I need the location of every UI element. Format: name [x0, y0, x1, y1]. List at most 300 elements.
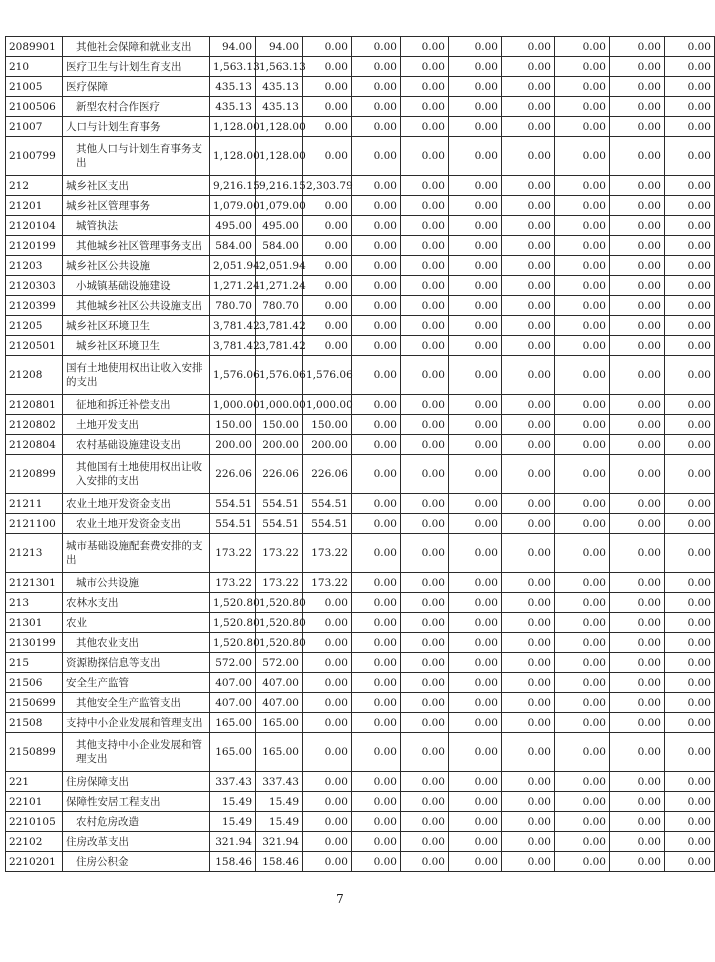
amount-cell: 0.00 [502, 137, 555, 176]
amount-cell: 0.00 [610, 455, 665, 494]
amount-cell: 0.00 [352, 514, 401, 534]
amount-cell: 0.00 [502, 633, 555, 653]
amount-cell: 407.00 [256, 673, 303, 693]
amount-cell: 0.00 [401, 415, 449, 435]
amount-cell: 584.00 [256, 236, 303, 256]
subject-name-cell: 小城镇基础设施建设 [63, 276, 210, 296]
amount-cell: 0.00 [502, 693, 555, 713]
amount-cell: 0.00 [502, 296, 555, 316]
amount-cell: 15.49 [256, 812, 303, 832]
amount-cell: 0.00 [401, 236, 449, 256]
amount-cell: 0.00 [665, 713, 715, 733]
table-row [6, 216, 715, 236]
amount-cell: 0.00 [352, 713, 401, 733]
amount-cell: 0.00 [401, 176, 449, 196]
table-row [6, 117, 715, 137]
amount-cell: 1,520.80 [210, 593, 256, 613]
amount-cell: 0.00 [303, 852, 352, 872]
subject-name-cell: 其他安全生产监管支出 [63, 693, 210, 713]
amount-cell: 0.00 [502, 593, 555, 613]
table-row [6, 673, 715, 693]
amount-cell: 0.00 [555, 693, 610, 713]
amount-cell: 0.00 [610, 336, 665, 356]
subject-name-cell: 农业土地开发资金支出 [63, 514, 210, 534]
amount-cell: 0.00 [555, 256, 610, 276]
amount-cell: 0.00 [352, 772, 401, 792]
amount-cell: 0.00 [352, 832, 401, 852]
amount-cell: 0.00 [401, 57, 449, 77]
amount-cell: 0.00 [502, 733, 555, 772]
subject-code-cell: 21005 [6, 77, 63, 97]
amount-cell: 0.00 [555, 276, 610, 296]
amount-cell: 0.00 [401, 435, 449, 455]
table-row [6, 97, 715, 117]
amount-cell: 0.00 [610, 733, 665, 772]
amount-cell: 0.00 [665, 593, 715, 613]
amount-cell: 0.00 [303, 57, 352, 77]
amount-cell: 780.70 [210, 296, 256, 316]
subject-code-cell: 210 [6, 57, 63, 77]
amount-cell: 407.00 [256, 693, 303, 713]
amount-cell: 0.00 [665, 573, 715, 593]
amount-cell: 0.00 [401, 693, 449, 713]
amount-cell: 1,128.00 [256, 117, 303, 137]
amount-cell: 226.06 [210, 455, 256, 494]
amount-cell: 0.00 [665, 653, 715, 673]
subject-name-cell: 其他支持中小企业发展和管理支出 [63, 733, 210, 772]
amount-cell: 0.00 [502, 395, 555, 415]
table-row [6, 733, 715, 772]
amount-cell: 0.00 [555, 852, 610, 872]
amount-cell: 0.00 [665, 77, 715, 97]
amount-cell: 0.00 [401, 316, 449, 336]
amount-cell: 0.00 [401, 494, 449, 514]
amount-cell: 0.00 [401, 673, 449, 693]
amount-cell: 0.00 [502, 613, 555, 633]
subject-name-cell: 农村危房改造 [63, 812, 210, 832]
table-row [6, 593, 715, 613]
amount-cell: 0.00 [665, 336, 715, 356]
table-row [6, 852, 715, 872]
subject-name-cell: 医疗卫生与计划生育支出 [63, 57, 210, 77]
amount-cell: 15.49 [210, 812, 256, 832]
amount-cell: 0.00 [449, 633, 502, 653]
subject-name-cell: 安全生产监管 [63, 673, 210, 693]
subject-name-cell: 其他国有土地使用权出让收入安排的支出 [63, 455, 210, 494]
amount-cell: 0.00 [352, 316, 401, 336]
subject-code-cell: 2120104 [6, 216, 63, 236]
amount-cell: 94.00 [210, 37, 256, 57]
amount-cell: 0.00 [502, 316, 555, 336]
amount-cell: 0.00 [303, 772, 352, 792]
table-row [6, 137, 715, 176]
amount-cell: 0.00 [303, 633, 352, 653]
amount-cell: 0.00 [449, 97, 502, 117]
amount-cell: 435.13 [210, 97, 256, 117]
amount-cell: 0.00 [555, 117, 610, 137]
amount-cell: 0.00 [352, 573, 401, 593]
amount-cell: 1,576.06 [256, 356, 303, 395]
amount-cell: 0.00 [502, 514, 555, 534]
table-row [6, 653, 715, 673]
subject-name-cell: 征地和拆迁补偿支出 [63, 395, 210, 415]
amount-cell: 780.70 [256, 296, 303, 316]
amount-cell: 0.00 [401, 256, 449, 276]
amount-cell: 0.00 [303, 37, 352, 57]
amount-cell: 0.00 [665, 613, 715, 633]
subject-name-cell: 城管执法 [63, 216, 210, 236]
amount-cell: 1,271.24 [210, 276, 256, 296]
amount-cell: 337.43 [256, 772, 303, 792]
amount-cell: 0.00 [665, 316, 715, 336]
amount-cell: 0.00 [555, 792, 610, 812]
amount-cell: 0.00 [610, 216, 665, 236]
amount-cell: 0.00 [449, 57, 502, 77]
amount-cell: 200.00 [210, 435, 256, 455]
amount-cell: 435.13 [210, 77, 256, 97]
amount-cell: 0.00 [502, 494, 555, 514]
amount-cell: 0.00 [665, 57, 715, 77]
amount-cell: 0.00 [303, 216, 352, 236]
subject-name-cell: 新型农村合作医疗 [63, 97, 210, 117]
subject-code-cell: 2120399 [6, 296, 63, 316]
subject-code-cell: 2120303 [6, 276, 63, 296]
amount-cell: 0.00 [665, 514, 715, 534]
amount-cell: 226.06 [256, 455, 303, 494]
subject-code-cell: 2150699 [6, 693, 63, 713]
subject-name-cell: 城乡社区公共设施 [63, 256, 210, 276]
amount-cell: 0.00 [303, 196, 352, 216]
subject-code-cell: 21213 [6, 534, 63, 573]
amount-cell: 0.00 [610, 852, 665, 872]
amount-cell: 0.00 [449, 832, 502, 852]
amount-cell: 0.00 [352, 57, 401, 77]
amount-cell: 0.00 [352, 236, 401, 256]
amount-cell: 0.00 [555, 57, 610, 77]
amount-cell: 435.13 [256, 77, 303, 97]
amount-cell: 0.00 [352, 256, 401, 276]
amount-cell: 0.00 [401, 812, 449, 832]
table-row [6, 832, 715, 852]
amount-cell: 0.00 [352, 356, 401, 395]
subject-name-cell: 农业土地开发资金支出 [63, 494, 210, 514]
amount-cell: 0.00 [449, 316, 502, 336]
amount-cell: 0.00 [555, 415, 610, 435]
amount-cell: 0.00 [303, 832, 352, 852]
amount-cell: 0.00 [449, 455, 502, 494]
amount-cell: 0.00 [502, 832, 555, 852]
amount-cell: 0.00 [610, 415, 665, 435]
amount-cell: 0.00 [555, 97, 610, 117]
subject-code-cell: 2210201 [6, 852, 63, 872]
subject-code-cell: 21211 [6, 494, 63, 514]
amount-cell: 0.00 [449, 792, 502, 812]
amount-cell: 554.51 [256, 494, 303, 514]
amount-cell: 15.49 [256, 792, 303, 812]
amount-cell: 0.00 [352, 812, 401, 832]
amount-cell: 0.00 [665, 196, 715, 216]
amount-cell: 0.00 [665, 276, 715, 296]
amount-cell: 0.00 [352, 77, 401, 97]
amount-cell: 0.00 [303, 812, 352, 832]
amount-cell: 0.00 [665, 395, 715, 415]
amount-cell: 1,000.00 [210, 395, 256, 415]
amount-cell: 0.00 [303, 137, 352, 176]
amount-cell: 0.00 [665, 435, 715, 455]
amount-cell: 0.00 [352, 276, 401, 296]
amount-cell: 0.00 [555, 494, 610, 514]
amount-cell: 0.00 [665, 633, 715, 653]
table-row [6, 37, 715, 57]
amount-cell: 0.00 [449, 772, 502, 792]
amount-cell: 150.00 [256, 415, 303, 435]
amount-cell: 200.00 [303, 435, 352, 455]
amount-cell: 0.00 [449, 256, 502, 276]
subject-code-cell: 21205 [6, 316, 63, 336]
amount-cell: 495.00 [210, 216, 256, 236]
amount-cell: 0.00 [352, 395, 401, 415]
amount-cell: 0.00 [610, 573, 665, 593]
amount-cell: 1,576.06 [210, 356, 256, 395]
subject-name-cell: 土地开发支出 [63, 415, 210, 435]
amount-cell: 337.43 [210, 772, 256, 792]
amount-cell: 554.51 [210, 494, 256, 514]
table-row [6, 196, 715, 216]
amount-cell: 0.00 [610, 37, 665, 57]
amount-cell: 0.00 [449, 236, 502, 256]
amount-cell: 0.00 [665, 236, 715, 256]
amount-cell: 0.00 [352, 137, 401, 176]
amount-cell: 0.00 [665, 494, 715, 514]
table-row [6, 633, 715, 653]
amount-cell: 0.00 [401, 276, 449, 296]
amount-cell: 0.00 [303, 117, 352, 137]
amount-cell: 0.00 [502, 415, 555, 435]
amount-cell: 0.00 [502, 276, 555, 296]
amount-cell: 0.00 [555, 316, 610, 336]
amount-cell: 173.22 [303, 534, 352, 573]
table-row [6, 236, 715, 256]
amount-cell: 0.00 [352, 693, 401, 713]
amount-cell: 173.22 [256, 573, 303, 593]
amount-cell: 0.00 [555, 216, 610, 236]
amount-cell: 554.51 [210, 514, 256, 534]
amount-cell: 0.00 [352, 216, 401, 236]
subject-code-cell: 2120501 [6, 336, 63, 356]
amount-cell: 0.00 [449, 514, 502, 534]
subject-name-cell: 城市基础设施配套费安排的支出 [63, 534, 210, 573]
amount-cell: 0.00 [502, 236, 555, 256]
amount-cell: 0.00 [610, 792, 665, 812]
amount-cell: 0.00 [352, 792, 401, 812]
subject-name-cell: 医疗保障 [63, 77, 210, 97]
subject-name-cell: 农村基础设施建设支出 [63, 435, 210, 455]
table-row [6, 57, 715, 77]
amount-cell: 0.00 [449, 336, 502, 356]
amount-cell: 15.49 [210, 792, 256, 812]
amount-cell: 0.00 [303, 236, 352, 256]
subject-code-cell: 2210105 [6, 812, 63, 832]
amount-cell: 150.00 [210, 415, 256, 435]
amount-cell: 572.00 [210, 653, 256, 673]
amount-cell: 0.00 [352, 117, 401, 137]
amount-cell: 0.00 [502, 356, 555, 395]
table-row [6, 176, 715, 196]
subject-name-cell: 城乡社区环境卫生 [63, 316, 210, 336]
amount-cell: 94.00 [256, 37, 303, 57]
amount-cell: 0.00 [502, 573, 555, 593]
amount-cell: 3,781.42 [256, 336, 303, 356]
amount-cell: 321.94 [210, 832, 256, 852]
amount-cell: 0.00 [303, 792, 352, 812]
amount-cell: 0.00 [449, 534, 502, 573]
subject-code-cell: 21506 [6, 673, 63, 693]
amount-cell: 0.00 [303, 296, 352, 316]
amount-cell: 0.00 [610, 256, 665, 276]
amount-cell: 0.00 [401, 514, 449, 534]
amount-cell: 173.22 [256, 534, 303, 573]
amount-cell: 0.00 [449, 573, 502, 593]
subject-code-cell: 2120804 [6, 435, 63, 455]
subject-code-cell: 221 [6, 772, 63, 792]
amount-cell: 0.00 [610, 534, 665, 573]
amount-cell: 0.00 [610, 97, 665, 117]
amount-cell: 0.00 [449, 812, 502, 832]
amount-cell: 1,563.13 [210, 57, 256, 77]
amount-cell: 0.00 [401, 216, 449, 236]
subject-name-cell: 城市公共设施 [63, 573, 210, 593]
amount-cell: 0.00 [610, 772, 665, 792]
table-row [6, 276, 715, 296]
amount-cell: 407.00 [210, 693, 256, 713]
amount-cell: 0.00 [449, 117, 502, 137]
amount-cell: 0.00 [502, 57, 555, 77]
table-row [6, 693, 715, 713]
amount-cell: 165.00 [256, 713, 303, 733]
amount-cell: 0.00 [401, 77, 449, 97]
amount-cell: 0.00 [665, 693, 715, 713]
subject-name-cell: 住房改革支出 [63, 832, 210, 852]
amount-cell: 0.00 [555, 77, 610, 97]
amount-cell: 0.00 [502, 435, 555, 455]
amount-cell: 0.00 [401, 37, 449, 57]
amount-cell: 0.00 [610, 593, 665, 613]
amount-cell: 165.00 [210, 713, 256, 733]
table-row [6, 514, 715, 534]
table-row [6, 336, 715, 356]
table-row [6, 415, 715, 435]
amount-cell: 0.00 [449, 852, 502, 872]
amount-cell: 0.00 [665, 455, 715, 494]
amount-cell: 0.00 [665, 812, 715, 832]
table-row [6, 812, 715, 832]
amount-cell: 0.00 [401, 356, 449, 395]
page-number: 7 [336, 892, 344, 906]
amount-cell: 0.00 [665, 176, 715, 196]
amount-cell: 0.00 [449, 653, 502, 673]
subject-name-cell: 农林水支出 [63, 593, 210, 613]
amount-cell: 9,216.15 [256, 176, 303, 196]
amount-cell: 0.00 [502, 713, 555, 733]
amount-cell: 407.00 [210, 673, 256, 693]
amount-cell: 0.00 [665, 296, 715, 316]
amount-cell: 554.51 [303, 494, 352, 514]
amount-cell: 0.00 [449, 276, 502, 296]
amount-cell: 0.00 [449, 395, 502, 415]
subject-name-cell: 住房保障支出 [63, 772, 210, 792]
amount-cell: 1,520.80 [210, 613, 256, 633]
amount-cell: 0.00 [610, 653, 665, 673]
amount-cell: 0.00 [555, 733, 610, 772]
amount-cell: 0.00 [401, 653, 449, 673]
amount-cell: 1,079.00 [256, 196, 303, 216]
amount-cell: 0.00 [449, 37, 502, 57]
subject-code-cell: 215 [6, 653, 63, 673]
amount-cell: 1,520.80 [256, 613, 303, 633]
amount-cell: 0.00 [555, 534, 610, 573]
subject-code-cell: 2120199 [6, 236, 63, 256]
subject-code-cell: 2121301 [6, 573, 63, 593]
subject-name-cell: 其他人口与计划生育事务支出 [63, 137, 210, 176]
subject-code-cell: 213 [6, 593, 63, 613]
amount-cell: 0.00 [401, 117, 449, 137]
amount-cell: 0.00 [352, 435, 401, 455]
subject-code-cell: 21508 [6, 713, 63, 733]
amount-cell: 0.00 [401, 534, 449, 573]
amount-cell: 1,128.00 [210, 137, 256, 176]
subject-name-cell: 人口与计划生育事务 [63, 117, 210, 137]
amount-cell: 0.00 [303, 673, 352, 693]
amount-cell: 0.00 [555, 176, 610, 196]
budget-table [5, 36, 715, 872]
amount-cell: 0.00 [502, 812, 555, 832]
subject-code-cell: 21208 [6, 356, 63, 395]
amount-cell: 0.00 [665, 415, 715, 435]
amount-cell: 0.00 [303, 276, 352, 296]
amount-cell: 0.00 [303, 97, 352, 117]
table-row [6, 395, 715, 415]
amount-cell: 0.00 [665, 852, 715, 872]
amount-cell: 0.00 [352, 733, 401, 772]
table-row [6, 455, 715, 494]
amount-cell: 0.00 [610, 137, 665, 176]
amount-cell: 0.00 [610, 435, 665, 455]
amount-cell: 0.00 [401, 713, 449, 733]
amount-cell: 200.00 [256, 435, 303, 455]
amount-cell: 0.00 [303, 713, 352, 733]
subject-code-cell: 2120801 [6, 395, 63, 415]
amount-cell: 0.00 [303, 593, 352, 613]
subject-code-cell: 22101 [6, 792, 63, 812]
amount-cell: 0.00 [401, 613, 449, 633]
amount-cell: 0.00 [502, 37, 555, 57]
amount-cell: 0.00 [502, 196, 555, 216]
amount-cell: 173.22 [210, 573, 256, 593]
table-row [6, 573, 715, 593]
amount-cell: 1,000.00 [303, 395, 352, 415]
amount-cell: 0.00 [449, 713, 502, 733]
amount-cell: 158.46 [210, 852, 256, 872]
amount-cell: 0.00 [502, 792, 555, 812]
subject-name-cell: 支持中小企业发展和管理支出 [63, 713, 210, 733]
amount-cell: 0.00 [610, 296, 665, 316]
amount-cell: 0.00 [502, 336, 555, 356]
table-row [6, 296, 715, 316]
amount-cell: 0.00 [555, 653, 610, 673]
amount-cell: 0.00 [610, 236, 665, 256]
amount-cell: 0.00 [449, 137, 502, 176]
amount-cell: 495.00 [256, 216, 303, 236]
